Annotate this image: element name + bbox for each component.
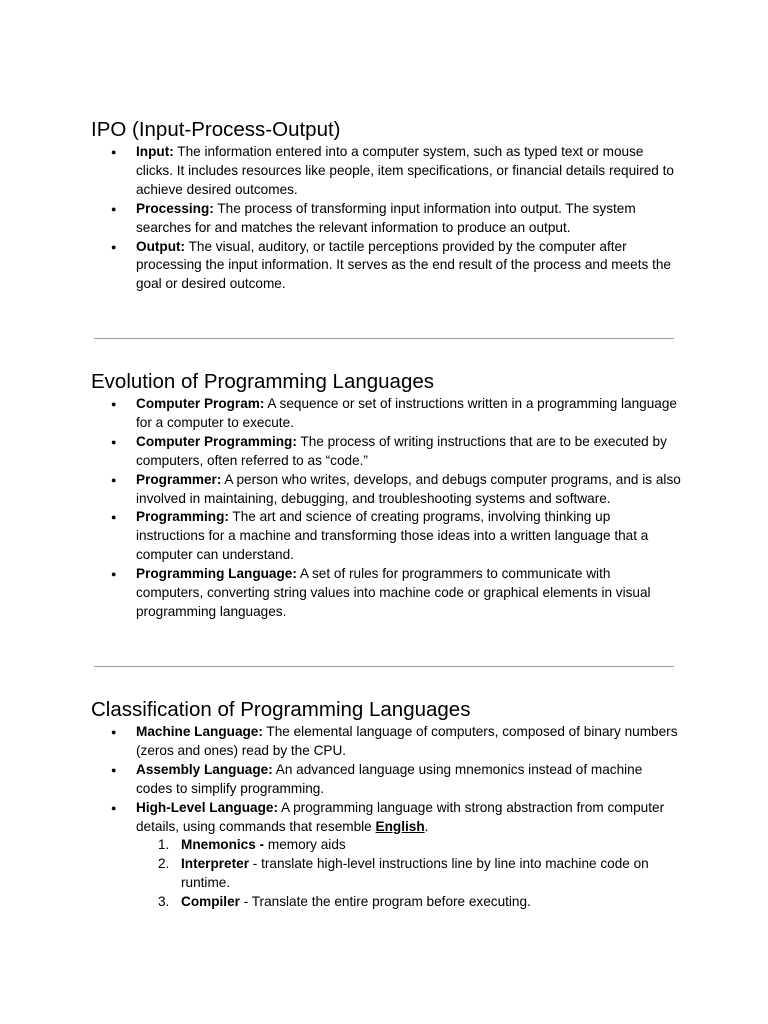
term: Assembly Language: bbox=[136, 761, 273, 777]
list-item bbox=[91, 143, 681, 200]
definition: The elemental language of computers, composed of binary numbers (zeros and ones) read by the CPU. bbox=[136, 724, 678, 758]
list-item bbox=[91, 723, 681, 761]
list-item bbox=[91, 200, 681, 238]
list-item bbox=[91, 238, 681, 295]
term: High-Level Language: bbox=[136, 799, 278, 815]
term: Computer Programming: bbox=[136, 433, 297, 449]
list-item bbox=[91, 395, 681, 433]
section-divider bbox=[94, 666, 674, 667]
term: Compiler bbox=[181, 894, 240, 910]
section-title: IPO (Input-Process-Output) bbox=[91, 118, 341, 141]
list-item bbox=[91, 508, 681, 565]
term: Programmer: bbox=[136, 471, 222, 487]
list-item bbox=[91, 799, 681, 912]
section-divider bbox=[94, 338, 674, 339]
list-item bbox=[91, 565, 681, 622]
definition: A set of rules for programmers to communicate with computers, converting string values into machine code or graphical elements in visual programming languages. bbox=[136, 566, 651, 619]
term: Machine Language: bbox=[136, 724, 263, 739]
definition: An advanced language using mnemonics instead of machine codes to simplify programming. bbox=[136, 761, 643, 796]
section-evolution bbox=[91, 369, 681, 622]
definition: The art and science of creating programs, involving thinking up instructions for a machine and transforming those ideas into a written language that a computer can understand. bbox=[136, 509, 649, 563]
definition: - translate high-level instructions line by line into machine code on runtime. bbox=[181, 856, 649, 891]
term: Computer Program: bbox=[136, 396, 265, 411]
sublist-item bbox=[136, 855, 681, 893]
term: Programming: bbox=[136, 509, 229, 525]
sublist-item bbox=[136, 836, 681, 855]
item-number: 3. bbox=[158, 894, 170, 910]
bullet-list bbox=[91, 723, 681, 912]
term: Interpreter bbox=[181, 856, 249, 872]
definition: memory aids bbox=[264, 837, 346, 853]
list-item bbox=[91, 471, 681, 509]
list-item bbox=[91, 433, 681, 471]
section-ipo bbox=[91, 117, 681, 294]
term: Processing: bbox=[136, 200, 214, 216]
definition: The information entered into a computer system, such as typed text or mouse clicks. It includes resources like people, item specifications, or financial details required to achieve desired outcomes. bbox=[136, 144, 674, 197]
section-classification bbox=[91, 697, 681, 912]
definition: The visual, auditory, or tactile perceptions provided by the computer after processing the input information. It serves as the end result of the process and meets the goal or desired outcome. bbox=[136, 238, 671, 292]
definition-tail: . bbox=[424, 818, 429, 834]
term: Input: bbox=[136, 144, 174, 159]
bullet-list bbox=[91, 395, 681, 622]
item-number: 1. bbox=[158, 837, 170, 853]
english-link[interactable]: English bbox=[375, 818, 425, 834]
section-title: Evolution of Programming Languages bbox=[91, 370, 435, 393]
definition: The process of transforming input information into output. The system searches for and matches the relevant information to produce an output. bbox=[136, 200, 636, 235]
bullet-list bbox=[91, 143, 681, 294]
item-number: 2. bbox=[158, 856, 170, 872]
definition: The process of writing instructions that are to be executed by computers, often referred to as “code.” bbox=[136, 433, 667, 468]
sublist-item bbox=[136, 893, 681, 912]
definition: A programming language with strong abstraction from computer details, using commands that resemble bbox=[136, 799, 665, 834]
definition: A sequence or set of instructions written in a programming language for a computer to execute. bbox=[136, 396, 677, 430]
section-title: Classification of Programming Languages bbox=[91, 698, 471, 721]
numbered-sublist bbox=[136, 836, 681, 912]
list-item bbox=[91, 761, 681, 799]
term: Mnemonics - bbox=[181, 837, 265, 853]
definition: A person who writes, develops, and debugs computer programs, and is also involved in maintaining, debugging, and troubleshooting systems and software. bbox=[136, 471, 681, 506]
definition: - Translate the entire program before executing. bbox=[239, 894, 531, 910]
term: Output: bbox=[136, 238, 186, 254]
term: Programming Language: bbox=[136, 566, 297, 582]
